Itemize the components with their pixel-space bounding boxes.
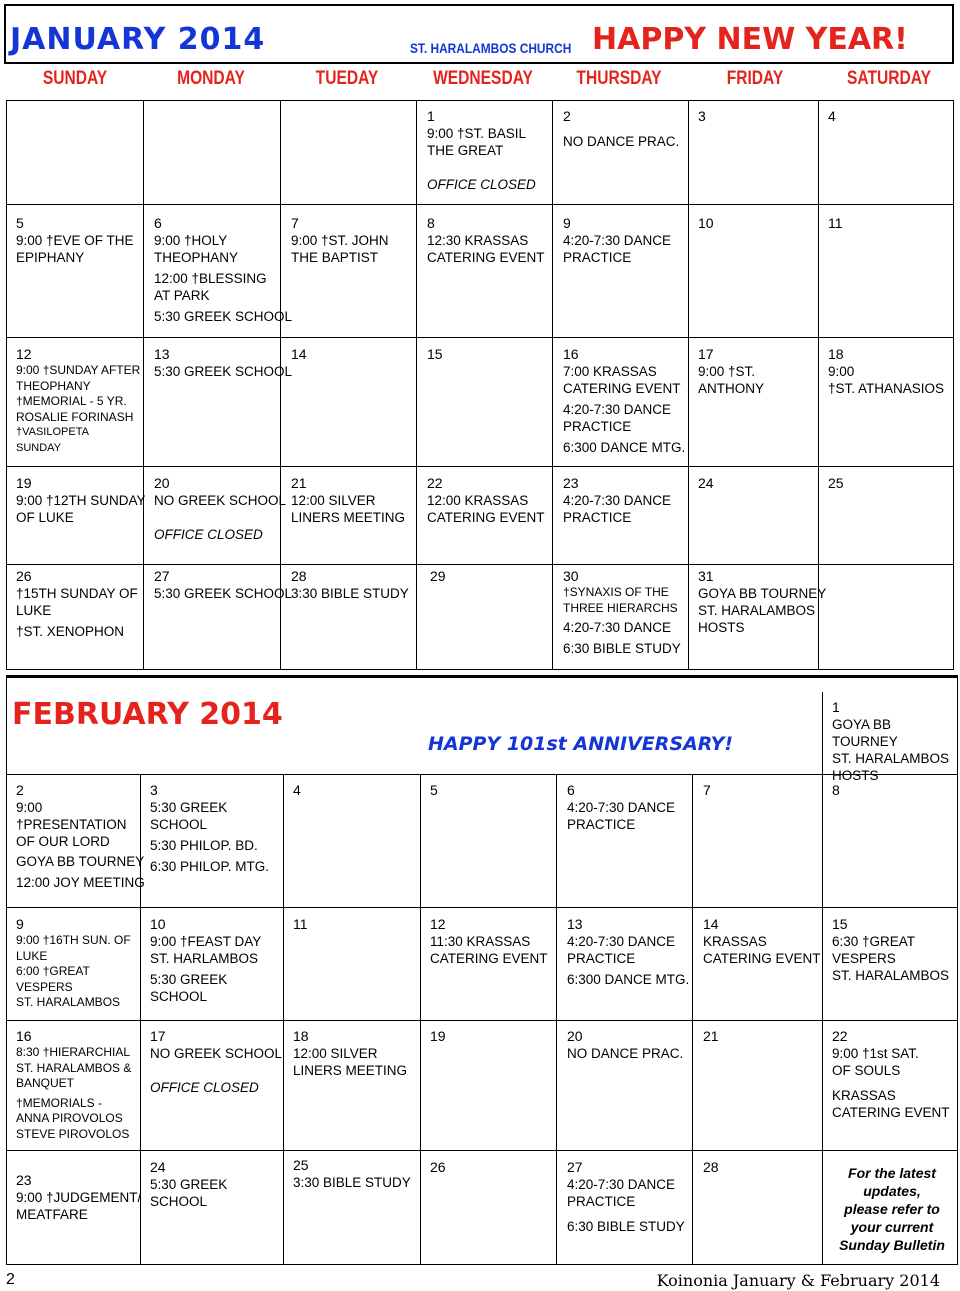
- event-text: PRACTICE: [563, 250, 632, 265]
- grid-line: [416, 100, 417, 670]
- event-text: SUNDAY: [16, 441, 62, 454]
- day-number: 19: [16, 475, 32, 491]
- bulletin-note: [832, 1164, 952, 1254]
- day-number: 15: [832, 916, 848, 932]
- event-text: THE GREAT: [427, 143, 504, 158]
- grid-line: [6, 337, 954, 338]
- day-number: 10: [698, 215, 714, 231]
- event-text: PRACTICE: [563, 510, 632, 525]
- day-number: 17: [150, 1028, 166, 1044]
- event-text: LINERS MEETING: [293, 1063, 408, 1078]
- event-text: 4:20-7:30 DANCE: [563, 233, 672, 248]
- event-text: PRACTICE: [567, 1194, 636, 1209]
- jan-day-12: [16, 346, 140, 456]
- event-text: 11:30 KRASSAS: [430, 934, 531, 949]
- jan-day-13: [154, 346, 292, 380]
- grid-line: [6, 675, 7, 775]
- event-text: 12:30 KRASSAS: [427, 233, 529, 248]
- day-number: 6: [567, 782, 575, 798]
- feb-day-13: [567, 916, 689, 988]
- event-text: NO GREEK SCHOOL: [154, 493, 287, 508]
- day-name: TUEDAY: [315, 68, 379, 89]
- day-number: 16: [563, 346, 579, 362]
- event-text: ANTHONY: [698, 381, 765, 396]
- event-text: ST. HARALAMBOS &: [16, 1060, 132, 1075]
- grid-line: [6, 466, 954, 467]
- grid-line: [6, 774, 958, 775]
- event-text: 9:00: [828, 364, 855, 379]
- feb-day-7: [703, 782, 711, 799]
- event-text: BANQUET: [16, 1076, 75, 1090]
- anniversary-banner: HAPPY 101st ANNIVERSARY!: [428, 733, 734, 755]
- day-number: 29: [430, 568, 446, 584]
- day-number: 11: [293, 916, 308, 932]
- day-name: FRIDAY: [726, 68, 784, 89]
- event-text: OF SOULS: [832, 1063, 901, 1078]
- event-text: ANNA PIROVOLOS: [16, 1111, 123, 1125]
- note-text: Sunday Bulletin: [839, 1237, 945, 1253]
- day-number: 27: [567, 1159, 583, 1175]
- event-text: HOSTS: [832, 768, 879, 783]
- day-number: 23: [16, 1172, 32, 1188]
- day-number: 20: [567, 1028, 583, 1044]
- grid-line: [6, 907, 958, 908]
- event-text: 9:00 †1st SAT.: [832, 1046, 919, 1061]
- event-text: 12:00 †BLESSING: [154, 271, 267, 286]
- jan-day-20: [154, 475, 286, 543]
- grid-line: [6, 1020, 958, 1021]
- event-text: OF OUR LORD: [16, 834, 110, 849]
- event-text: †MEMORIALS -: [16, 1095, 103, 1110]
- jan-day-21: [291, 475, 405, 526]
- note-text: please refer to: [844, 1201, 940, 1217]
- day-number: 6: [154, 215, 162, 231]
- jan-day-27: [154, 568, 292, 602]
- day-number: 4: [293, 782, 301, 798]
- event-text: CATERING EVENT: [427, 510, 545, 525]
- event-text: LUKE: [16, 948, 48, 963]
- event-text: GOYA BB TOURNEY: [16, 854, 145, 869]
- feb-day-15: [832, 916, 949, 984]
- event-text: EPIPHANY: [16, 250, 85, 265]
- grid-line: [552, 100, 553, 670]
- jan-day-16: [563, 346, 685, 456]
- january-title: JANUARY 2014: [10, 22, 266, 57]
- day-name: THURSDAY: [576, 68, 662, 89]
- church-name: ST. HARALAMBOS CHURCH: [410, 40, 572, 56]
- page-number: 2: [6, 1271, 15, 1288]
- grid-line: [556, 774, 557, 1265]
- event-text: LINERS MEETING: [291, 510, 406, 525]
- event-text: 6:300 DANCE MTG.: [563, 440, 686, 455]
- feb-day-23: [16, 1172, 141, 1223]
- day-number: 10: [150, 916, 166, 932]
- jan-day-29: [430, 568, 446, 585]
- event-text: VESPERS: [832, 951, 896, 966]
- day-number: 20: [154, 475, 170, 491]
- jan-day-25: [828, 475, 844, 492]
- feb-day-14: [703, 916, 821, 967]
- jan-day-24: [698, 475, 714, 492]
- day-number: 24: [150, 1159, 166, 1175]
- event-text: KRASSAS: [832, 1088, 896, 1103]
- event-text: 5:30 GREEK: [150, 800, 228, 815]
- event-text: PRACTICE: [567, 951, 636, 966]
- jan-day-26: [16, 568, 138, 640]
- event-text: CATERING EVENT: [563, 381, 681, 396]
- event-text: OFFICE CLOSED: [150, 1080, 259, 1095]
- day-number: 18: [828, 346, 844, 362]
- event-text: 5:30 GREEK: [150, 1177, 228, 1192]
- day-number: 8: [832, 782, 840, 798]
- event-text: 7:00 KRASSAS: [563, 364, 657, 379]
- event-text: 6:300 DANCE MTG.: [567, 972, 690, 987]
- jan-day-9: [563, 215, 671, 266]
- jan-day-11: [828, 215, 843, 232]
- event-text: 4:20-7:30 DANCE: [567, 1177, 676, 1192]
- event-text: 9:00: [16, 800, 43, 815]
- day-number: 3: [150, 782, 158, 798]
- event-text: OFFICE CLOSED: [154, 527, 263, 542]
- day-number: 14: [291, 346, 307, 362]
- jan-day-17: [698, 346, 764, 397]
- day-number: 5: [430, 782, 438, 798]
- event-text: 5:30 GREEK SCHOOL: [154, 364, 293, 379]
- event-text: CATERING EVENT: [430, 951, 548, 966]
- grid-line: [283, 774, 284, 1265]
- section-divider: [6, 675, 958, 678]
- feb-day-20: [567, 1028, 683, 1062]
- day-name: MONDAY: [177, 68, 245, 89]
- event-text: LUKE: [16, 603, 52, 618]
- event-text: CATERING EVENT: [832, 1105, 950, 1120]
- jan-day-22: [427, 475, 545, 526]
- jan-day-19: [16, 475, 146, 526]
- event-text: ST. HARALAMBOS: [832, 751, 950, 766]
- feb-day-24: [150, 1159, 227, 1210]
- event-text: 9:00 †16TH SUN. OF: [16, 933, 131, 947]
- jan-day-2: [563, 108, 679, 150]
- event-text: SCHOOL: [150, 989, 208, 1004]
- event-text: GOYA BB TOURNEY: [698, 586, 827, 601]
- event-text: PRACTICE: [563, 419, 632, 434]
- jan-day-4: [828, 108, 836, 125]
- jan-day-10: [698, 215, 714, 232]
- day-number: 28: [291, 568, 307, 584]
- event-text: THREE HIERARCHS: [563, 600, 678, 615]
- jan-day-7: [291, 215, 389, 266]
- event-text: 9:00 †ST.: [698, 364, 756, 379]
- day-number: 17: [698, 346, 714, 362]
- day-number: 28: [703, 1159, 719, 1175]
- event-text: 5:30 GREEK: [150, 972, 228, 987]
- event-text: THEOPHANY: [154, 250, 239, 265]
- feb-day-16: [16, 1028, 131, 1142]
- jan-day-28: [291, 568, 409, 602]
- feb-day-28: [703, 1159, 719, 1176]
- day-number: 26: [16, 568, 32, 584]
- grid-line: [6, 669, 954, 670]
- event-text: ST. HARLAMBOS: [150, 951, 259, 966]
- event-text: 4:20-7:30 DANCE: [563, 620, 672, 635]
- day-number: 8: [427, 215, 435, 231]
- day-number: 26: [430, 1159, 446, 1175]
- grid-line: [6, 100, 954, 101]
- event-text: 12:00 SILVER: [291, 493, 376, 508]
- jan-day-8: [427, 215, 545, 266]
- event-text: 9:00 †EVE OF THE: [16, 233, 134, 248]
- event-text: THE BAPTIST: [291, 250, 379, 265]
- grid-line: [420, 774, 421, 1265]
- day-number: 12: [16, 346, 32, 362]
- day-number: 12: [430, 916, 446, 932]
- feb-day-21: [703, 1028, 719, 1045]
- day-name: SATURDAY: [847, 68, 931, 89]
- day-name: WEDNESDAY: [433, 68, 533, 89]
- event-text: VESPERS: [16, 979, 73, 994]
- grid-line: [6, 1264, 958, 1265]
- event-text: †PRESENTATION: [16, 817, 127, 832]
- day-number: 22: [832, 1028, 848, 1044]
- grid-line: [822, 692, 823, 1265]
- grid-line: [6, 204, 954, 205]
- event-text: 5:30 GREEK SCHOOL: [154, 586, 293, 601]
- event-text: 9:00 †FEAST DAY: [150, 934, 262, 949]
- feb-day-5: [430, 782, 438, 799]
- event-text: 4:20-7:30 DANCE: [567, 800, 676, 815]
- day-number: 7: [703, 782, 711, 798]
- event-text: 6:30 PHILOP. MTG.: [150, 859, 270, 874]
- event-text: ST. HARALAMBOS: [832, 968, 950, 983]
- publication-title: Koinonia January & February 2014: [656, 1271, 940, 1290]
- jan-day-14: [291, 346, 307, 363]
- feb-day-26: [430, 1159, 446, 1176]
- event-text: 5:30 GREEK SCHOOL: [154, 309, 293, 324]
- day-number: 18: [293, 1028, 309, 1044]
- day-number: 25: [828, 475, 844, 491]
- event-text: 12:00 JOY MEETING: [16, 875, 145, 890]
- day-number: 16: [16, 1028, 32, 1044]
- event-text: 4:20-7:30 DANCE: [563, 402, 672, 417]
- feb-day-3: [150, 782, 269, 875]
- jan-day-31: [698, 568, 826, 636]
- day-number: 5: [16, 215, 24, 231]
- grid-line: [688, 100, 689, 670]
- jan-day-1: [427, 108, 536, 193]
- grid-line: [6, 100, 7, 670]
- feb-day-19: [430, 1028, 446, 1045]
- day-number: 15: [427, 346, 443, 362]
- day-number: 31: [698, 568, 714, 584]
- event-text: STEVE PIROVOLOS: [16, 1126, 130, 1141]
- feb-day-17: [150, 1028, 282, 1096]
- event-text: SCHOOL: [150, 817, 208, 832]
- event-text: 8:30 †HIERARCHIAL: [16, 1045, 131, 1059]
- event-text: 9:00 †HOLY: [154, 233, 228, 248]
- note-text: For the latest: [848, 1165, 936, 1181]
- event-text: 12:00 SILVER: [293, 1046, 378, 1061]
- grid-line: [953, 100, 954, 670]
- event-text: 5:30 PHILOP. BD.: [150, 838, 258, 853]
- event-text: 6:00 †GREAT: [16, 964, 90, 978]
- event-text: †ST. XENOPHON: [16, 624, 125, 639]
- feb-day-9: [16, 916, 131, 1011]
- event-text: 6:30 BIBLE STUDY: [567, 1219, 685, 1234]
- event-text: 4:20-7:30 DANCE: [567, 934, 676, 949]
- day-number: 2: [16, 782, 24, 798]
- event-text: THEOPHANY: [16, 378, 91, 393]
- event-text: 3:30 BIBLE STUDY: [293, 1175, 411, 1190]
- event-text: 9:00 †ST. BASIL: [427, 126, 527, 141]
- grid-line: [6, 564, 954, 565]
- day-number: 1: [832, 699, 840, 715]
- event-text: 6:30 †GREAT: [832, 934, 916, 949]
- jan-day-6: [154, 215, 292, 325]
- feb-day-2: [16, 782, 145, 891]
- event-text: ST. HARALAMBOS: [16, 995, 121, 1009]
- event-text: CATERING EVENT: [703, 951, 821, 966]
- day-number: 3: [698, 108, 706, 124]
- event-text: †VASILOPETA: [16, 426, 89, 438]
- feb-day-1: [832, 699, 960, 784]
- day-number: 25: [293, 1157, 309, 1173]
- day-number: 7: [291, 215, 299, 231]
- jan-day-18: [828, 346, 944, 397]
- february-title: FEBRUARY 2014: [12, 697, 283, 732]
- feb-day-27: [567, 1159, 685, 1235]
- feb-day-4: [293, 782, 301, 799]
- feb-day-18: [293, 1028, 407, 1079]
- grid-line: [6, 1150, 958, 1151]
- day-name: SUNDAY: [42, 68, 108, 89]
- event-text: 12:00 KRASSAS: [427, 493, 529, 508]
- event-text: MEATFARE: [16, 1207, 88, 1222]
- feb-day-6: [567, 782, 675, 833]
- day-number: 9: [563, 215, 571, 231]
- jan-day-23: [563, 475, 671, 526]
- day-number: 9: [16, 916, 24, 932]
- jan-day-15: [427, 346, 443, 363]
- event-text: 9:00 †JUDGEMENT/: [16, 1190, 142, 1205]
- day-number: 14: [703, 916, 719, 932]
- grid-line: [143, 100, 144, 670]
- event-text: NO DANCE PRAC.: [567, 1046, 684, 1061]
- day-number: 11: [828, 215, 843, 231]
- event-text: †SYNAXIS OF THE: [563, 585, 669, 599]
- event-text: 4:20-7:30 DANCE: [563, 493, 672, 508]
- event-text: AT PARK: [154, 288, 210, 303]
- jan-day-5: [16, 215, 134, 266]
- feb-day-8: [832, 782, 840, 799]
- day-number: 2: [563, 108, 571, 124]
- event-text: 3:30 BIBLE STUDY: [291, 586, 409, 601]
- note-text: updates,: [863, 1183, 921, 1199]
- day-number: 13: [567, 916, 583, 932]
- event-text: HOSTS: [698, 620, 745, 635]
- event-text: SCHOOL: [150, 1194, 208, 1209]
- day-number: 22: [427, 475, 443, 491]
- grid-line: [6, 774, 7, 1265]
- grid-line: [692, 774, 693, 1265]
- event-text: OFFICE CLOSED: [427, 177, 536, 192]
- feb-day-10: [150, 916, 261, 1005]
- day-number: 23: [563, 475, 579, 491]
- feb-day-12: [430, 916, 548, 967]
- note-text: your current: [850, 1219, 934, 1235]
- new-year-greeting: HAPPY NEW YEAR!: [592, 22, 908, 57]
- day-number: 27: [154, 568, 170, 584]
- event-text: ST. HARALAMBOS: [698, 603, 816, 618]
- event-text: †ST. ATHANASIOS: [828, 381, 945, 396]
- event-text: CATERING EVENT: [427, 250, 545, 265]
- feb-day-11: [293, 916, 308, 933]
- event-text: 9:00 †12TH SUNDAY: [16, 493, 146, 508]
- feb-day-22: [832, 1028, 950, 1121]
- jan-day-30: [563, 568, 681, 657]
- event-text: GOYA BB TOURNEY: [832, 717, 898, 749]
- event-text: 9:00 †SUNDAY AFTER: [16, 363, 141, 377]
- day-number: 21: [291, 475, 307, 491]
- grid-line: [957, 774, 958, 1265]
- day-names-row: [8, 68, 952, 98]
- day-number: 1: [427, 108, 435, 124]
- day-number: 4: [828, 108, 836, 124]
- event-text: 6:30 BIBLE STUDY: [563, 641, 681, 656]
- event-text: NO GREEK SCHOOL: [150, 1046, 283, 1061]
- event-text: PRACTICE: [567, 817, 636, 832]
- feb-day-25: [293, 1157, 411, 1191]
- event-text: †15TH SUNDAY OF: [16, 586, 138, 601]
- day-number: 13: [154, 346, 170, 362]
- jan-day-3: [698, 108, 706, 125]
- event-text: KRASSAS: [703, 934, 767, 949]
- day-number: 21: [703, 1028, 719, 1044]
- event-text: ROSALIE FORINASH: [16, 409, 134, 424]
- day-number: 24: [698, 475, 714, 491]
- event-text: OF LUKE: [16, 510, 74, 525]
- event-text: 9:00 †ST. JOHN: [291, 233, 389, 248]
- event-text: NO DANCE PRAC.: [563, 134, 680, 149]
- day-number: 19: [430, 1028, 446, 1044]
- event-text: †MEMORIAL - 5 YR.: [16, 394, 127, 408]
- day-number: 30: [563, 568, 579, 584]
